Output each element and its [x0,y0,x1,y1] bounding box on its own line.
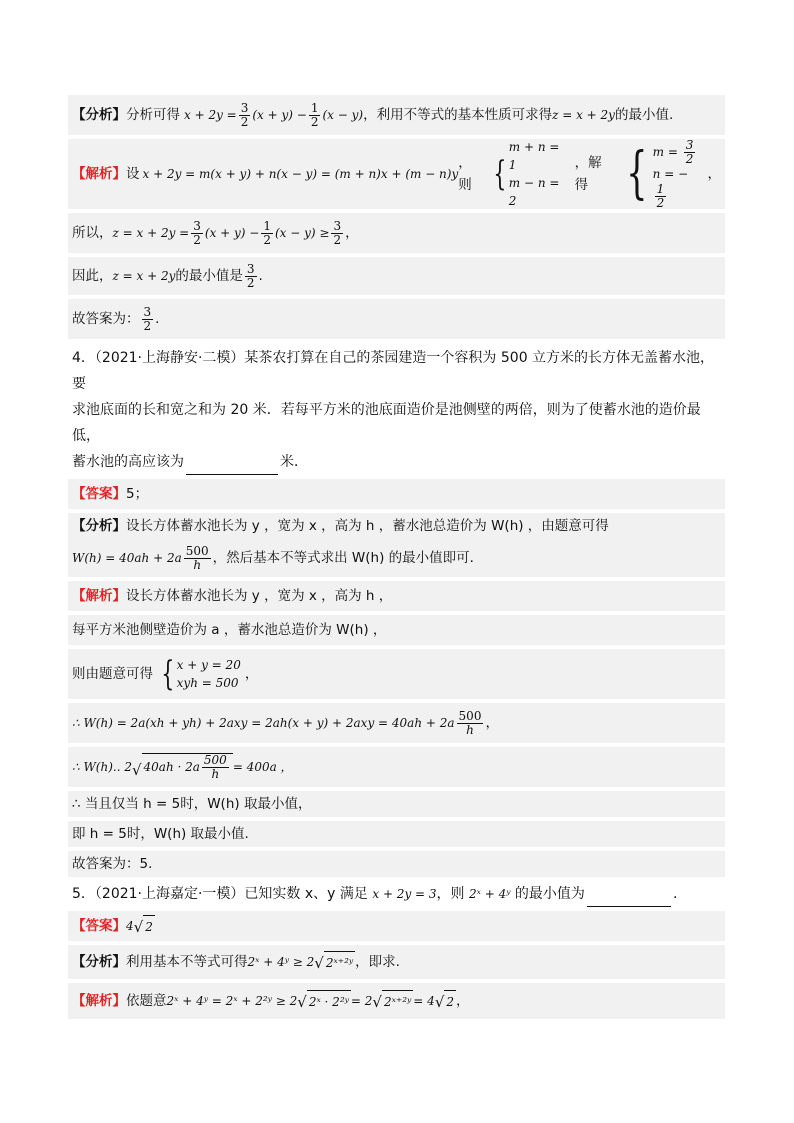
text: . [155,311,160,327]
q3-answer-line: 故答案为： $\frac{3}{2}$ . [72,304,160,333]
q3-fenxi-line [68,95,725,135]
math: z = x + 2y [552,108,615,122]
q5-jiexi-line: 【解析】 依题意 2ˣ + 4ʸ = 2ˣ + 2²ʸ ≥ 2 √ 2ˣ · 2²ʸ = 2 √ 2ˣ⁺²ʸ = 4 √ 2 ， [68,983,725,1019]
q3-jiexi-line [68,139,725,209]
math: (x + y) − [252,108,307,122]
answer-value: 5； [126,486,149,502]
text: ， [345,225,359,241]
q4-jiexi-line1 [68,581,725,611]
jiexi-tag: 【解析】 [72,166,126,182]
daan-tag: 【答案】 [72,486,126,502]
q4-fenxi-line2: W(h) = 40ah + 2a $\frac{500}{h}$ ，然后基本不等式求出 W(h) 的最小值即可． [72,543,484,572]
jiexi-tag: 【解析】 [72,588,126,604]
q5-solution-block [68,911,725,1019]
text: 因此， [72,268,113,284]
q4-stem-line2: 求池底面的长和宽之和为 20 米．若每平方米的池底面造价是池侧壁的两倍，则为了使蓄水池的造价最低， [72,402,701,444]
text: 的最小值. [614,107,674,123]
q4-jiexi-line7: 即 h = 5时，W(h) 取最小值. [72,826,249,842]
math: (x + y) − [204,226,260,240]
text: 的最小值是 [175,268,243,284]
q4-jiexi-line3: 则由题意可得 { x + y = 20 xyh = 500 ， [72,654,259,694]
q3-solution-block [68,95,725,339]
text: 故答案为： [72,311,140,327]
math: W(h) = 40ah + 2a [72,551,182,565]
text: ，然后基本不等式求出 W(h) 的最小值即可． [212,550,484,566]
text: ， [707,166,721,182]
q5-stem: 5．（2021·上海嘉定·一模）已知实数 x、y 满足 x + 2y = 3，则 2ˣ + 4ʸ 的最小值为 . [68,881,725,907]
text: 设长方体蓄水池长为 y ，宽为 x ，高为 h ， [126,588,393,604]
text: ，利用不等式的基本性质可求得 [363,107,553,123]
math: x + 2y = [184,108,237,122]
q4-answer-summary: 故答案为：5． [72,856,162,872]
math: x + 2y = m(x + y) + n(x − y) = (m + n)x + (m − n)y [142,167,459,181]
q5-fenxi-line: 【分析】 利用基本不等式可得 2ˣ + 4ʸ ≥ 2 √ 2ˣ⁺²ʸ ，即求. [68,945,725,979]
q4-jiexi-line6: ∴ 当且仅当 h = 5时，W(h) 取最小值， [72,796,312,812]
math: z = x + 2y [112,269,176,283]
q3-suoyi-line: 所以， z = x + 2y = $\frac{3}{2}$ (x + y) − $\frac{1}{2}$ (x − y) ≥ $\frac{3}{2}$ ， [72,218,359,247]
q5-answer-line: 【答案】 4 √ 2 [68,911,725,941]
daan-tag: 【答案】 [72,918,126,934]
q4-stem [68,345,725,475]
fenxi-tag: 【分析】 [72,107,126,123]
fraction: $\frac{3}{2}$ [240,100,249,129]
answer-blank [587,890,671,907]
text: 分析可得 [126,107,180,123]
text: 设长方体蓄水池长为 y ，宽为 x ，高为 h ，蓄水池总造价为 W(h) ，由题意可得 [126,518,609,534]
q3-yinci-line: 因此， z = x + 2y 的最小值是 $\frac{3}{2}$ . [72,261,263,290]
q4-jiexi-line2: 每平方米池侧壁造价为 a ，蓄水池总造价为 W(h) ， [72,622,387,638]
fraction: $\frac{1}{2}$ [310,100,319,129]
q4-jiexi-line5: ∴ W(h).. 2 √ 40ah · 2a $\frac{500}{h}$ = 400a ， [72,753,293,781]
text: ，则 [458,155,472,193]
math: (x − y) [322,108,364,122]
fenxi-tag: 【分析】 [72,954,126,970]
q4-solution-block [68,479,725,877]
text: 所以， [72,225,113,241]
q4-stem-line1: 4．（2021·上海静安·二模）某茶农打算在自己的茶园建造一个容积为 500 立方米的长方体无盖蓄水池，要 [72,350,715,392]
q4-jiexi-line4: ∴ W(h) = 2a(xh + yh) + 2axy = 2ah(x + y) + 2axy = 40ah + 2a $\frac{500}{h}$ ， [72,708,499,737]
text: . [258,268,263,284]
math: z = x + 2y = [112,226,190,240]
q4-answer-line [68,479,725,509]
solution-system: { m = $\frac{3}{2}$ n = − $\frac{1}{2}$ [626,137,694,210]
jiexi-tag: 【解析】 [72,993,126,1009]
equation-system: { m + n = 1 m − n = 2 [493,140,560,208]
q4-fenxi-line1 [68,513,725,539]
math: (x − y) ≥ [275,226,330,240]
fenxi-tag: 【分析】 [72,518,126,534]
text: 设 [126,166,140,182]
answer-blank [186,458,278,475]
text: ，解得 [574,155,602,193]
document-page [68,95,725,1019]
q4-stem-line3: 蓄水池的高应该为 米． [68,449,725,475]
